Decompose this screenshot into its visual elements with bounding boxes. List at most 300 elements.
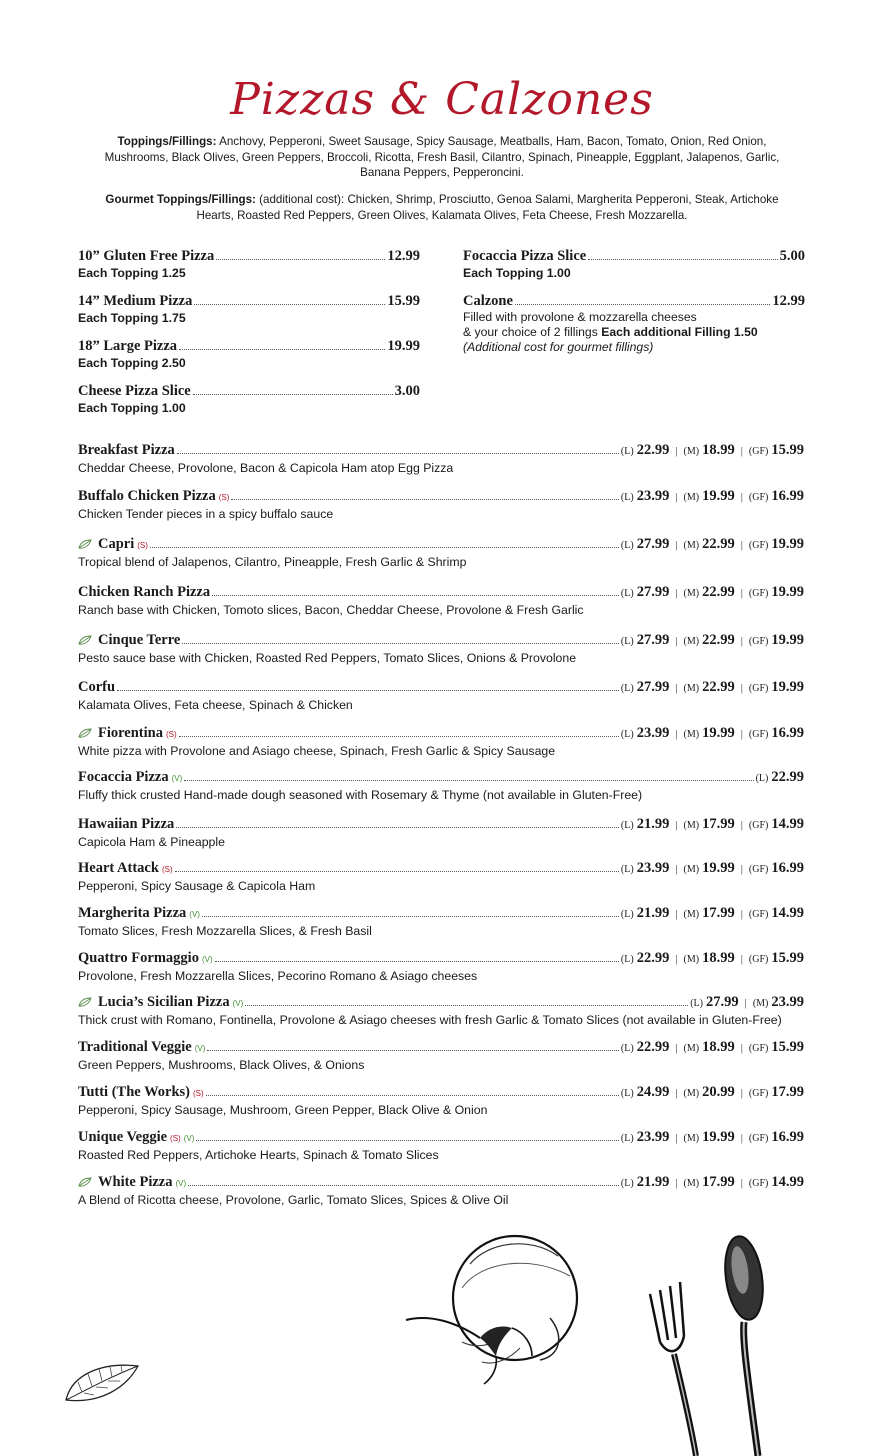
price-separator: | xyxy=(675,953,678,965)
specialty-pizza-item xyxy=(78,1039,804,1072)
pizza-name-group xyxy=(78,994,243,1011)
price-separator: | xyxy=(675,635,678,647)
chef-special-leaf-icon xyxy=(78,1177,92,1187)
item-name: 18” Large Pizza xyxy=(78,338,178,354)
pizza-name-group xyxy=(78,632,180,649)
price-medium: 22.99 xyxy=(702,584,735,600)
pizza-name-line xyxy=(78,769,804,786)
leader-dots xyxy=(245,1005,688,1006)
price-medium: 19.99 xyxy=(702,860,735,876)
pizza-prices xyxy=(621,1129,804,1146)
size-medium-label: (M) xyxy=(752,998,769,1009)
leader-dots xyxy=(150,547,619,548)
pizza-description: Pepperoni, Spicy Sausage & Capicola Ham xyxy=(78,879,316,893)
size-large-label: (L) xyxy=(620,683,634,694)
size-gluten-free-label: (GF) xyxy=(748,909,769,920)
pizza-name-group xyxy=(78,1129,194,1146)
pizza-name-group xyxy=(78,536,148,553)
specialty-pizza-item xyxy=(78,994,804,1027)
vegetarian-tag: (V) xyxy=(189,910,200,919)
price-gluten-free: 19.99 xyxy=(771,679,804,695)
size-medium-label: (M) xyxy=(683,729,700,740)
item-price: 5.00 xyxy=(779,248,805,264)
leader-dots xyxy=(515,304,770,305)
leader-dots xyxy=(212,595,619,596)
gourmet-toppings-list xyxy=(100,192,784,223)
pizza-name: Unique Veggie xyxy=(78,1129,168,1145)
basics-right-column xyxy=(463,248,805,355)
size-large-label: (L) xyxy=(690,998,703,1009)
pizza-name-group xyxy=(78,679,115,696)
size-large-label: (L) xyxy=(620,1178,634,1189)
specialty-pizza-item xyxy=(78,1174,804,1207)
item-sub: Each Topping 1.75 xyxy=(78,311,186,325)
price-separator: | xyxy=(675,445,678,457)
price-gluten-free: 16.99 xyxy=(771,488,804,504)
price-separator: | xyxy=(740,1087,743,1099)
size-large-label: (L) xyxy=(620,636,634,647)
price-medium: 17.99 xyxy=(702,816,735,832)
size-medium-label: (M) xyxy=(683,683,700,694)
price-large: 21.99 xyxy=(636,1174,670,1190)
toppings-list xyxy=(100,134,784,181)
calzone-line2 xyxy=(463,325,805,340)
item-price: 12.99 xyxy=(772,293,805,309)
chef-special-leaf-icon xyxy=(78,997,92,1007)
size-medium-label: (M) xyxy=(683,909,700,920)
size-large-label: (L) xyxy=(755,773,769,784)
specialty-pizza-item xyxy=(78,905,804,938)
calzone-line3: (Additional cost for gourmet fillings) xyxy=(463,340,654,354)
chef-special-leaf-icon xyxy=(78,635,92,645)
size-large-label: (L) xyxy=(620,864,634,875)
size-large-label: (L) xyxy=(620,446,634,457)
price-separator: | xyxy=(675,1132,678,1144)
specialty-pizza-item xyxy=(78,536,804,569)
specialty-pizza-item xyxy=(78,488,804,521)
price-separator: | xyxy=(740,908,743,920)
vegetarian-tag: (V) xyxy=(183,1134,195,1143)
pizza-name-line xyxy=(78,725,804,742)
item-name: Cheese Pizza Slice xyxy=(78,383,191,399)
price-medium: 19.99 xyxy=(702,488,735,504)
basic-item xyxy=(78,248,420,280)
price-large: 23.99 xyxy=(636,725,670,741)
pizza-prices xyxy=(621,584,804,601)
spicy-tag: (S) xyxy=(193,1089,204,1098)
vegetarian-tag: (V) xyxy=(201,955,213,964)
pizza-description: Tomato Slices, Fresh Mozzarella Slices, & Fresh Basil xyxy=(78,924,372,938)
pizza-name-group xyxy=(78,860,173,877)
pizza-prices xyxy=(621,442,804,459)
gourmet-label: Gourmet Toppings/Fillings: xyxy=(105,193,256,206)
spicy-tag: (S) xyxy=(165,730,177,739)
size-gluten-free-label: (GF) xyxy=(748,683,769,694)
vegetarian-tag: (V) xyxy=(175,1179,187,1188)
price-separator: | xyxy=(675,682,678,694)
pizza-description: Ranch base with Chicken, Tomoto slices, Bacon, Cheddar Cheese, Provolone & Fresh Garlic xyxy=(78,603,584,617)
price-medium: 18.99 xyxy=(702,442,735,458)
pizza-name-group xyxy=(78,905,200,922)
pizza-name-line xyxy=(78,1174,804,1191)
page-title: Pizzas & Calzones xyxy=(230,74,654,125)
leader-dots xyxy=(175,871,619,872)
price-separator: | xyxy=(740,635,743,647)
pizza-description: Tropical blend of Jalapenos, Cilantro, Pineapple, Fresh Garlic & Shrimp xyxy=(78,555,467,569)
calzone-line1: Filled with provolone & mozzarella cheeses xyxy=(463,310,697,324)
size-medium-label: (M) xyxy=(683,1133,700,1144)
pizza-name-group xyxy=(78,488,229,505)
pizza-description: Chicken Tender pieces in a spicy buffalo sauce xyxy=(78,507,334,521)
pizza-name: Fiorentina xyxy=(98,725,163,741)
leader-dots xyxy=(215,961,619,962)
pizza-name-group xyxy=(78,584,210,601)
pizza-name-line xyxy=(78,905,804,922)
chef-special-leaf-icon xyxy=(78,539,92,549)
size-medium-label: (M) xyxy=(683,1043,700,1054)
pizza-name-line xyxy=(78,536,804,553)
price-medium: 20.99 xyxy=(702,1084,735,1100)
pizza-description: Green Peppers, Mushrooms, Black Olives, & Onions xyxy=(78,1058,365,1072)
pizza-name: Quattro Formaggio xyxy=(78,950,199,966)
price-gluten-free: 16.99 xyxy=(771,1129,804,1145)
pizza-name-line xyxy=(78,950,804,967)
vegetarian-tag: (V) xyxy=(194,1044,206,1053)
price-separator: | xyxy=(740,863,743,875)
price-separator: | xyxy=(675,1042,678,1054)
pizza-name-line xyxy=(78,994,804,1011)
pizza-name: Heart Attack xyxy=(78,860,159,876)
pizza-prices xyxy=(621,860,804,877)
size-gluten-free-label: (GF) xyxy=(748,1088,769,1099)
price-large: 27.99 xyxy=(636,632,670,648)
size-large-label: (L) xyxy=(620,588,634,599)
size-gluten-free-label: (GF) xyxy=(748,864,769,875)
price-separator: | xyxy=(675,728,678,740)
basil-leaf-icon xyxy=(62,1360,142,1404)
price-large: 24.99 xyxy=(636,1084,670,1100)
price-large: 27.99 xyxy=(636,679,670,695)
pizza-name-line xyxy=(78,584,804,601)
price-medium: 22.99 xyxy=(702,679,735,695)
price-large: 27.99 xyxy=(636,536,670,552)
item-sub: Each Topping 2.50 xyxy=(78,356,186,370)
pizza-prices xyxy=(690,994,804,1011)
price-separator: | xyxy=(740,445,743,457)
item-price: 12.99 xyxy=(387,248,420,264)
pizza-description: Roasted Red Peppers, Artichoke Hearts, Spinach & Tomato Slices xyxy=(78,1148,439,1162)
spicy-tag: (S) xyxy=(170,1134,181,1143)
price-gluten-free: 17.99 xyxy=(771,1084,804,1100)
size-medium-label: (M) xyxy=(683,820,700,831)
pizza-description: Capicola Ham & Pineapple xyxy=(78,835,225,849)
pizza-description: Provolone, Fresh Mozzarella Slices, Pecorino Romano & Asiago cheeses xyxy=(78,969,478,983)
price-large: 22.99 xyxy=(636,1039,670,1055)
specialty-pizza-item xyxy=(78,860,804,893)
pizza-prices xyxy=(621,679,804,696)
size-medium-label: (M) xyxy=(683,954,700,965)
item-sub: Each Topping 1.00 xyxy=(78,401,186,415)
size-medium-label: (M) xyxy=(683,492,700,503)
item-sub: Each Topping 1.00 xyxy=(463,266,571,280)
pizza-name: White Pizza xyxy=(98,1174,173,1190)
pizza-prices xyxy=(621,1039,804,1056)
specialty-pizza-item xyxy=(78,816,804,849)
price-medium: 18.99 xyxy=(702,950,735,966)
pizza-name-line xyxy=(78,1039,804,1056)
pizza-description: White pizza with Provolone and Asiago cheese, Spinach, Fresh Garlic & Spicy Sausage xyxy=(78,744,556,758)
price-gluten-free: 19.99 xyxy=(771,584,804,600)
pizza-name-group xyxy=(78,1084,204,1101)
item-sub: Each Topping 1.25 xyxy=(78,266,186,280)
size-medium-label: (M) xyxy=(683,446,700,457)
price-separator: | xyxy=(675,908,678,920)
specialty-pizza-item xyxy=(78,1129,804,1162)
price-medium: 19.99 xyxy=(702,1129,735,1145)
pizza-name-line xyxy=(78,488,804,505)
pizza-name-line xyxy=(78,860,804,877)
size-large-label: (L) xyxy=(620,909,634,920)
price-large: 21.99 xyxy=(636,905,670,921)
price-medium: 17.99 xyxy=(702,905,735,921)
leader-dots xyxy=(177,453,619,454)
pizza-name-group xyxy=(78,725,177,742)
size-medium-label: (M) xyxy=(683,1178,700,1189)
pizza-description: Thick crust with Romano, Fontinella, Provolone & Asiago cheeses with fresh Garlic & Tomato Slices (not available in Gluten-Free) xyxy=(78,1013,782,1027)
price-separator: | xyxy=(740,953,743,965)
basic-item xyxy=(78,293,420,325)
size-large-label: (L) xyxy=(620,1043,634,1054)
pizza-name-line xyxy=(78,816,804,833)
leader-dots xyxy=(202,916,619,917)
leader-dots xyxy=(207,1050,619,1051)
leader-dots xyxy=(117,690,619,691)
item-name: Focaccia Pizza Slice xyxy=(463,248,587,264)
leader-dots xyxy=(196,1140,619,1141)
price-large: 21.99 xyxy=(636,816,670,832)
pizza-name: Chicken Ranch Pizza xyxy=(78,584,211,600)
item-name: 10” Gluten Free Pizza xyxy=(78,248,215,264)
size-large-label: (L) xyxy=(620,492,634,503)
price-gluten-free: 15.99 xyxy=(771,950,804,966)
pizza-prices xyxy=(621,816,804,833)
specialty-pizza-item xyxy=(78,769,804,802)
pizza-name-line xyxy=(78,442,804,459)
specialty-pizza-item xyxy=(78,950,804,983)
size-medium-label: (M) xyxy=(683,636,700,647)
leader-dots xyxy=(182,643,619,644)
pizza-description: Kalamata Olives, Feta cheese, Spinach & Chicken xyxy=(78,698,353,712)
size-large-label: (L) xyxy=(620,1088,634,1099)
specialty-pizza-item xyxy=(78,1084,804,1117)
vegetarian-tag: (V) xyxy=(171,774,183,783)
pizza-description: A Blend of Ricotta cheese, Provolone, Garlic, Tomato Slices, Spices & Olive Oil xyxy=(78,1193,509,1207)
price-separator: | xyxy=(740,491,743,503)
pizza-name-line xyxy=(78,632,804,649)
spicy-tag: (S) xyxy=(161,865,173,874)
basic-item xyxy=(78,338,420,370)
vegetarian-tag: (V) xyxy=(232,999,244,1008)
price-medium: 23.99 xyxy=(771,994,804,1010)
leader-dots xyxy=(588,259,777,260)
price-large: 23.99 xyxy=(636,1129,670,1145)
price-separator: | xyxy=(740,539,743,551)
price-separator: | xyxy=(675,819,678,831)
leader-dots xyxy=(184,780,753,781)
pizza-name-group xyxy=(78,816,174,833)
item-price: 15.99 xyxy=(387,293,420,309)
size-medium-label: (M) xyxy=(683,540,700,551)
price-gluten-free: 14.99 xyxy=(771,816,804,832)
leader-dots xyxy=(231,499,619,500)
specialty-pizza-item xyxy=(78,725,804,758)
leader-dots xyxy=(194,304,385,305)
size-large-label: (L) xyxy=(620,540,634,551)
price-gluten-free: 19.99 xyxy=(771,536,804,552)
price-gluten-free: 19.99 xyxy=(771,632,804,648)
price-medium: 18.99 xyxy=(702,1039,735,1055)
size-gluten-free-label: (GF) xyxy=(748,446,769,457)
pizza-name-line xyxy=(78,1129,804,1146)
size-large-label: (L) xyxy=(620,729,634,740)
price-medium: 22.99 xyxy=(702,632,735,648)
size-large-label: (L) xyxy=(620,820,634,831)
leader-dots xyxy=(206,1095,619,1096)
size-medium-label: (M) xyxy=(683,1088,700,1099)
pizza-name-group xyxy=(78,769,182,786)
price-gluten-free: 16.99 xyxy=(771,860,804,876)
pizza-name-group xyxy=(78,1039,205,1056)
pizza-prices xyxy=(621,488,804,505)
price-separator: | xyxy=(740,587,743,599)
toppings-text: Anchovy, Pepperoni, Sweet Sausage, Spicy Sausage, Meatballs, Ham, Bacon, Tomato, Onion, Red Onion, Mushrooms, Black Olives, Green Peppers, Broccoli, Ricotta, Fresh Basil, Cilantro, Spinach, Pineapple, Eggplant, Jalapenos, Garlic, Banana Peppers, Pepperoncini. xyxy=(104,135,780,179)
pizza-name-line xyxy=(78,679,804,696)
tomato-icon xyxy=(400,1228,610,1393)
size-gluten-free-label: (GF) xyxy=(748,588,769,599)
pizza-prices xyxy=(621,632,804,649)
basic-item xyxy=(78,383,420,415)
pizza-name: Hawaiian Pizza xyxy=(78,816,175,832)
leader-dots xyxy=(179,736,619,737)
pizza-name: Capri xyxy=(98,536,135,552)
pizza-prices xyxy=(621,536,804,553)
size-gluten-free-label: (GF) xyxy=(748,1178,769,1189)
pizza-prices xyxy=(756,769,804,786)
size-gluten-free-label: (GF) xyxy=(748,820,769,831)
gourmet-text: (additional cost): Chicken, Shrimp, Prosciutto, Genoa Salami, Margherita Pepperoni, Steak, Artichoke Hearts, Roasted Red Peppers, Green Olives, Kalamata Olives, Feta Cheese, Fresh Mozzarella. xyxy=(196,193,779,222)
price-large: 22.99 xyxy=(771,769,804,785)
price-gluten-free: 15.99 xyxy=(771,1039,804,1055)
pizza-description: Cheddar Cheese, Provolone, Bacon & Capicola Ham atop Egg Pizza xyxy=(78,461,454,475)
item-price: 19.99 xyxy=(387,338,420,354)
price-large: 27.99 xyxy=(636,584,670,600)
item-name: 14” Medium Pizza xyxy=(78,293,193,309)
pizza-prices xyxy=(621,905,804,922)
price-gluten-free: 15.99 xyxy=(771,442,804,458)
price-large: 27.99 xyxy=(705,994,739,1010)
leader-dots xyxy=(193,394,393,395)
size-gluten-free-label: (GF) xyxy=(748,636,769,647)
specialty-pizza-item xyxy=(78,584,804,617)
price-separator: | xyxy=(740,682,743,694)
price-separator: | xyxy=(675,587,678,599)
toppings-label: Toppings/Fillings: xyxy=(117,135,217,148)
chef-special-leaf-icon xyxy=(78,728,92,738)
pizza-name: Tutti (The Works) xyxy=(78,1084,190,1100)
price-separator: | xyxy=(740,728,743,740)
price-gluten-free: 14.99 xyxy=(771,1174,804,1190)
leader-dots xyxy=(176,827,619,828)
price-separator: | xyxy=(675,1087,678,1099)
pizza-description: Pepperoni, Spicy Sausage, Mushroom, Green Pepper, Black Olive & Onion xyxy=(78,1103,488,1117)
price-medium: 17.99 xyxy=(702,1174,735,1190)
pizza-name: Focaccia Pizza xyxy=(78,769,169,785)
leader-dots xyxy=(188,1185,619,1186)
pizza-description: Fluffy thick crusted Hand-made dough seasoned with Rosemary & Thyme (not available in Gluten-Free) xyxy=(78,788,643,802)
pizza-name: Lucia’s Sicilian Pizza xyxy=(98,994,230,1010)
pizza-prices xyxy=(621,950,804,967)
price-large: 23.99 xyxy=(636,860,670,876)
price-medium: 19.99 xyxy=(702,725,735,741)
pizza-prices xyxy=(621,1084,804,1101)
price-gluten-free: 14.99 xyxy=(771,905,804,921)
item-name: Calzone xyxy=(463,293,513,309)
pizza-prices xyxy=(621,1174,804,1191)
size-gluten-free-label: (GF) xyxy=(748,540,769,551)
price-separator: | xyxy=(675,539,678,551)
specialty-pizza-item xyxy=(78,442,804,475)
price-separator: | xyxy=(740,819,743,831)
price-separator: | xyxy=(675,1177,678,1189)
pizza-name-group xyxy=(78,442,175,459)
pizza-name: Buffalo Chicken Pizza xyxy=(78,488,216,504)
size-large-label: (L) xyxy=(620,954,634,965)
price-large: 23.99 xyxy=(636,488,670,504)
calzone-item xyxy=(463,293,805,355)
pizza-name-line xyxy=(78,1084,804,1101)
price-large: 22.99 xyxy=(636,950,670,966)
basic-item xyxy=(463,248,805,280)
size-gluten-free-label: (GF) xyxy=(748,492,769,503)
size-large-label: (L) xyxy=(620,1133,634,1144)
calzone-line2-text: & your choice of 2 fillings xyxy=(463,325,598,339)
leader-dots xyxy=(179,349,385,350)
specialty-pizza-item xyxy=(78,632,804,665)
item-price: 3.00 xyxy=(394,383,420,399)
pizza-name: Cinque Terre xyxy=(98,632,181,648)
price-separator: | xyxy=(740,1177,743,1189)
size-gluten-free-label: (GF) xyxy=(748,729,769,740)
size-gluten-free-label: (GF) xyxy=(748,954,769,965)
price-separator: | xyxy=(740,1042,743,1054)
pizza-name: Margherita Pizza xyxy=(78,905,187,921)
specialty-pizza-item xyxy=(78,679,804,712)
pizza-name: Corfu xyxy=(78,679,116,695)
price-separator: | xyxy=(675,863,678,875)
price-separator: | xyxy=(675,491,678,503)
price-gluten-free: 16.99 xyxy=(771,725,804,741)
fork-and-spoon-icon xyxy=(640,1230,800,1456)
pizza-name: Traditional Veggie xyxy=(78,1039,192,1055)
price-separator: | xyxy=(744,997,747,1009)
price-medium: 22.99 xyxy=(702,536,735,552)
size-gluten-free-label: (GF) xyxy=(748,1043,769,1054)
pizza-name: Breakfast Pizza xyxy=(78,442,175,458)
pizza-name-group xyxy=(78,1174,186,1191)
size-gluten-free-label: (GF) xyxy=(748,1133,769,1144)
price-large: 22.99 xyxy=(636,442,670,458)
basics-left-column xyxy=(78,248,420,415)
